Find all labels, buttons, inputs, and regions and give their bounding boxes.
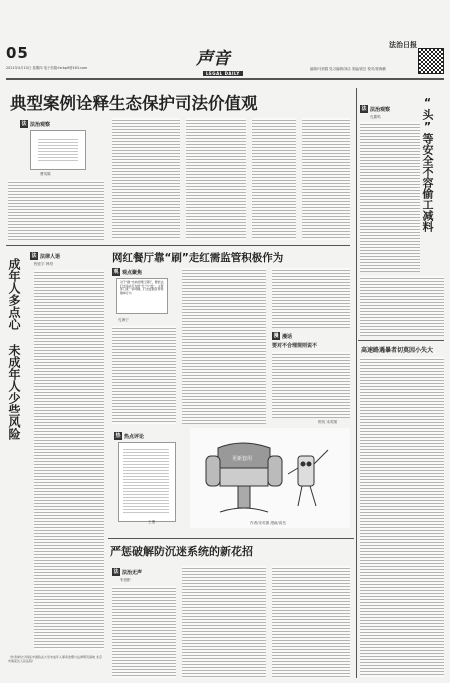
a3-body-2 [182, 268, 266, 424]
date-line: 2021年4月15日 星期四 电子信箱:fzrbplf@163.com [6, 66, 88, 70]
cartoon-illustration [190, 428, 350, 528]
a1-body-col3 [186, 118, 246, 240]
a7-body [360, 122, 420, 272]
a3-tag: 观 观点聚焦 [113, 269, 143, 276]
a6-body-2 [182, 566, 266, 678]
column-icon: 法 [113, 569, 119, 575]
a3-author: 孔海宁 [118, 318, 129, 322]
a7-author: 孔繁鸣 [370, 115, 381, 119]
a2-tag: 法 法律人语 [31, 253, 61, 260]
a8-body [360, 357, 444, 677]
a1-body-col2 [112, 118, 180, 240]
a5-headline: 要对不合理规则说不 [272, 343, 318, 349]
qr-code-icon [418, 48, 444, 74]
divider-1 [6, 245, 350, 246]
a4-author: 王俊 [148, 520, 156, 524]
column-icon: 法 [31, 253, 37, 259]
a1-tag: 法 法治观察 [21, 121, 51, 128]
a3-headline: 网红餐厅靠“刷”走红需监管积极作为 [112, 252, 284, 264]
right-col-divider [356, 88, 357, 678]
a3-body-1 [112, 326, 176, 424]
a2-byline: 程佳宇 韩昊 [34, 262, 54, 266]
a5-byline: 锁英 宋英图 [318, 420, 338, 424]
divider-right [358, 340, 444, 341]
main-headline: 典型案例诠释生态保护司法价值观 [10, 94, 258, 113]
paper-name: 法治日报 [389, 40, 417, 49]
a6-author: 朱恒彬 [120, 578, 131, 582]
a1-author: 曹英陈 [40, 172, 51, 176]
a4-quote-text [123, 447, 169, 513]
a8-headline: 高速路遇暴者切莫因小失大 [361, 347, 434, 354]
a2-headline: 成年人多点心 未成年人少些风险 [7, 258, 21, 440]
column-icon: 法 [21, 121, 27, 127]
column-icon: 热 [115, 433, 121, 439]
a1-body-col1 [8, 180, 104, 240]
a6-tag: 法 法治无声 [113, 569, 143, 576]
a2-body [34, 270, 104, 650]
a5-body [272, 352, 350, 418]
a6-body-3 [272, 566, 350, 678]
a3-body-3 [272, 268, 350, 328]
a6-body-1 [112, 586, 176, 678]
page-number: 05 [6, 44, 29, 62]
a7-body-2 [360, 276, 444, 336]
a6-headline: 严惩破解防沉迷系统的新花招 [110, 545, 253, 558]
section-title: 声音 [196, 49, 230, 69]
divider-2 [108, 538, 354, 539]
chair-label: 更新套用 [232, 456, 253, 462]
header-rule [6, 78, 444, 80]
column-icon: 漫 [273, 333, 279, 339]
a1-quote-text [38, 137, 78, 163]
a7-tag: 法 法治观察 [361, 106, 391, 113]
column-icon: 观 [113, 269, 119, 275]
a3-quote: 对于“刷”出来的网红餐厅，要依法打击违法行为的“红”与“虚”，主管部门进一步明确，打击虚假宣传和刷单行为 [120, 280, 164, 295]
column-icon: 法 [361, 106, 367, 112]
editor-line: 编辑/马树娟 见习编辑/刘洁 美编/高岳 校对/郭海鹏 [310, 67, 386, 71]
a1-body-col5 [302, 118, 350, 240]
section-title-en: LEGAL DAILY [203, 71, 243, 76]
a4-tag: 热 热点评论 [115, 433, 145, 440]
a1-body-col4 [252, 118, 296, 240]
cartoon-caption: 作者/宋英图 漫画/高岳 [250, 521, 286, 525]
a5-tag: 漫 漫话 [273, 333, 293, 340]
a7-headline: “头”等安全不容偷工减料 [421, 96, 434, 232]
footer-note: （作者单位分别系中国政法大学未成年人事务治理与法律研究基地 北京市海淀区人民法院） [8, 655, 102, 663]
